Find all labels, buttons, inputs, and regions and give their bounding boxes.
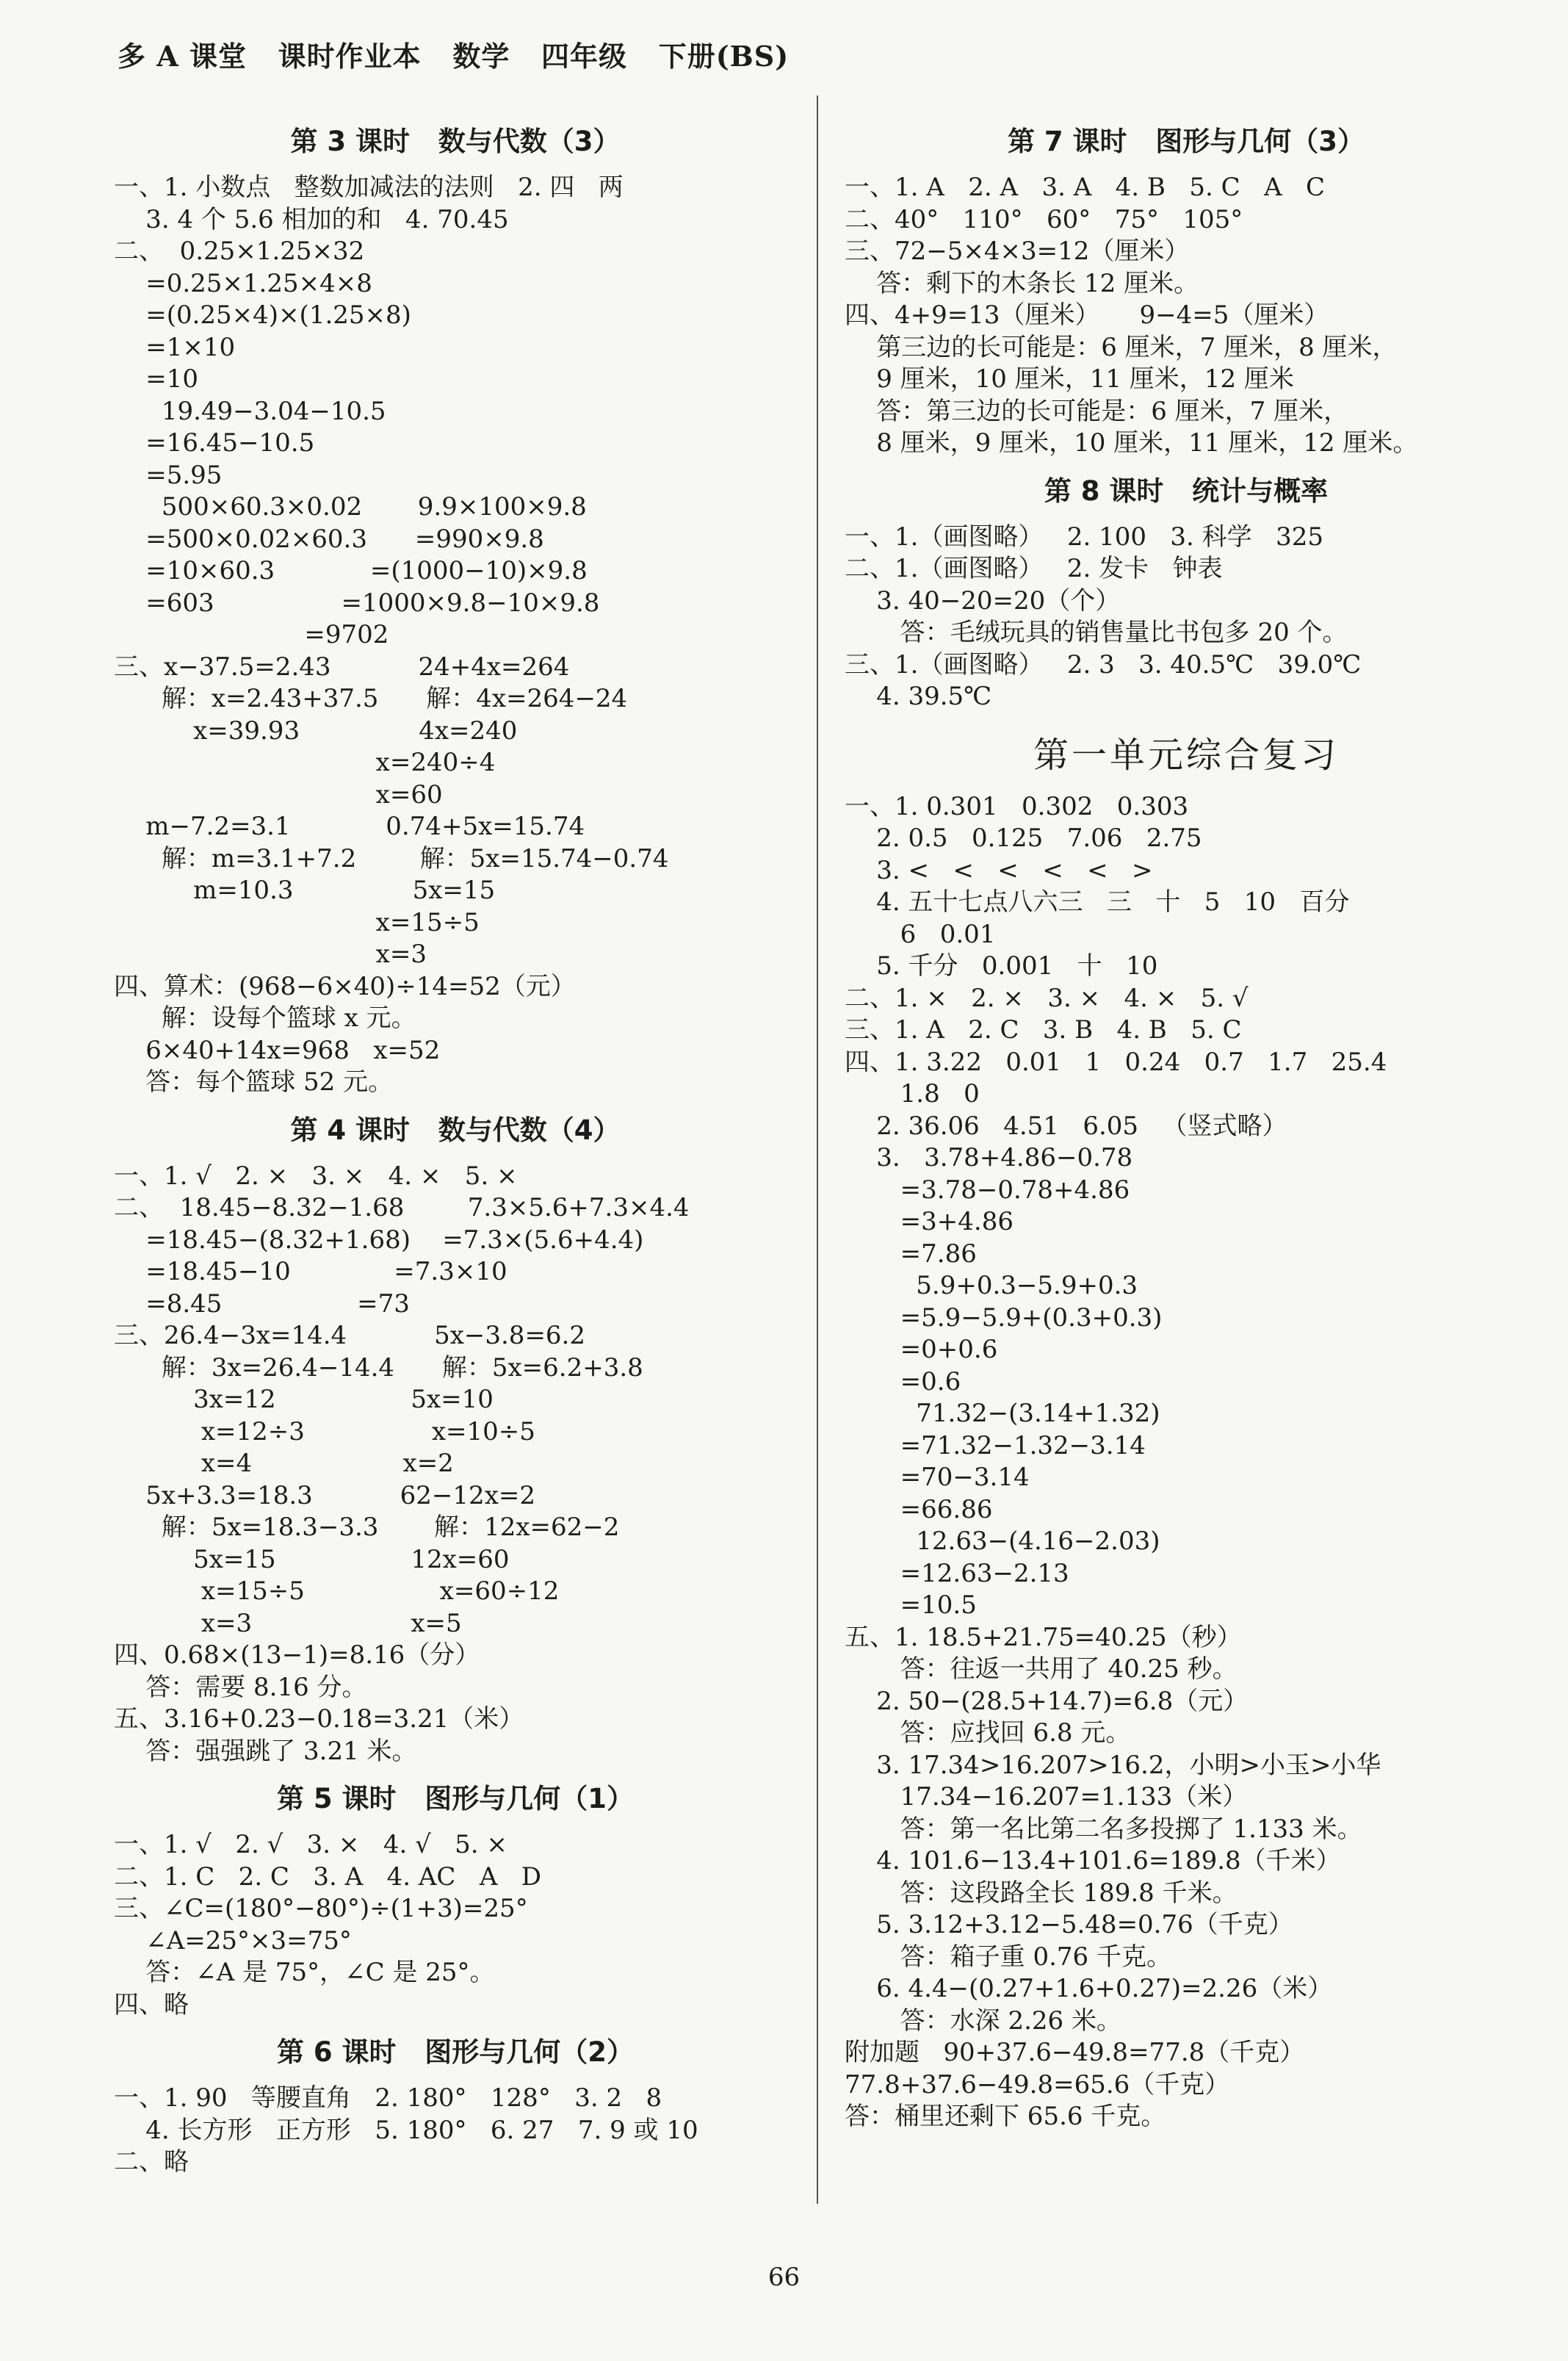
answer-line: x=3 x=5	[114, 1608, 462, 1638]
answer-line: =(0.25×4)×(1.25×8)	[114, 300, 411, 330]
answer-line: 1.8 0	[845, 1079, 980, 1109]
answer-line: ∠A=25°×3=75°	[114, 1925, 352, 1956]
answer-line: 一、1. A 2. A 3. A 4. B 5. C A C	[845, 173, 1326, 202]
answer-line: x=60	[114, 779, 443, 810]
answer-line: 四、略	[114, 1989, 189, 2019]
answer-line: 三、1. A 2. C 3. B 4. B 5. C	[845, 1015, 1242, 1045]
answer-line: x=3	[114, 940, 427, 969]
answer-line: 4. 五十七点八六三 三 十 5 10 百分	[845, 887, 1350, 917]
answer-line: 解：x=2.43+37.5 解：4x=264−24	[114, 684, 628, 713]
book-header: 多 A 课堂 课时作业本 数学 四年级 下册(BS)	[118, 40, 790, 73]
answer-line: 一、1. 0.301 0.302 0.303	[845, 791, 1189, 821]
answer-line: 二、40° 110° 60° 75° 105°	[845, 204, 1243, 234]
answer-line: 17.34−16.207=1.133（米）	[845, 1782, 1248, 1812]
answer-line: 二、略	[114, 2147, 189, 2177]
answer-line: =0.25×1.25×4×8	[114, 268, 372, 298]
answer-line: x=39.93 4x=240	[114, 715, 518, 746]
answer-line: =1×10	[114, 332, 236, 362]
section-title: 第 8 课时 统计与概率	[1044, 475, 1329, 507]
page-number: 66	[767, 2263, 801, 2292]
answer-line: 12.63−(4.16−2.03)	[845, 1526, 1160, 1556]
answer-line: 三、72−5×4×3=12（厘米）	[845, 237, 1190, 266]
answer-line: 第三边的长可能是：6 厘米，7 厘米，8 厘米，	[845, 332, 1398, 362]
answer-line: =5.9−5.9+(0.3+0.3)	[845, 1302, 1163, 1333]
answer-line: =18.45−(8.32+1.68) =7.3×(5.6+4.4)	[114, 1225, 644, 1255]
answer-line: 四、1. 3.22 0.01 1 0.24 0.7 1.7 25.4	[845, 1047, 1387, 1077]
section-title: 第 3 课时 数与代数（3）	[290, 126, 621, 157]
answer-line: x=15÷5	[114, 907, 480, 937]
answer-line: x=12÷3 x=10÷5	[114, 1416, 535, 1446]
answer-line: =12.63−2.13	[845, 1558, 1069, 1588]
answer-line: =71.32−1.32−3.14	[845, 1430, 1146, 1460]
answer-line: =3.78−0.78+4.86	[845, 1175, 1130, 1205]
answer-line: x=240÷4	[114, 748, 496, 777]
answer-line: 3. 17.34>16.207>16.2，小明>小玉>小华	[845, 1750, 1381, 1780]
answer-line: 答：应找回 6.8 元。	[845, 1718, 1131, 1748]
answer-line: 答：第三边的长可能是：6 厘米，7 厘米，	[845, 396, 1349, 426]
section-title: 第 5 课时 图形与几何（1）	[277, 1783, 634, 1814]
answer-line: =10	[114, 364, 198, 394]
answer-line: =500×0.02×60.3 =990×9.8	[114, 524, 544, 554]
answer-line: 19.49−3.04−10.5	[114, 396, 386, 426]
section-title: 第 4 课时 数与代数（4）	[290, 1114, 621, 1146]
section-title: 第 7 课时 图形与几何（3）	[1008, 126, 1365, 157]
answer-line: 五、3.16+0.23−0.18=3.21（米）	[114, 1704, 524, 1734]
answer-line: 4. 长方形 正方形 5. 180° 6. 27 7. 9 或 10	[114, 2115, 698, 2145]
right-column	[845, 110, 1528, 2133]
answer-line: 答：每个篮球 52 元。	[114, 1067, 394, 1097]
answer-line: 9 厘米，10 厘米，11 厘米，12 厘米	[845, 364, 1294, 394]
answer-line: 一、1. 小数点 整数加减法的法则 2. 四 两	[114, 173, 624, 202]
answer-line: 71.32−(3.14+1.32)	[845, 1399, 1160, 1428]
answer-line: 一、1. 90 等腰直角 2. 180° 128° 3. 2 8	[114, 2083, 662, 2113]
answer-line: 三、1.（画图略） 2. 3 3. 40.5℃ 39.0℃	[845, 649, 1362, 680]
answer-line: 6×40+14x=968 x=52	[114, 1035, 441, 1065]
answer-line: 附加题 90+37.6−49.8=77.8（千克）	[845, 2038, 1305, 2067]
answer-line: 一、1. √ 2. × 3. × 4. × 5. ×	[114, 1161, 518, 1191]
answer-line: 三、x−37.5=2.43 24+4x=264	[114, 652, 570, 682]
answer-line: 4. 39.5℃	[845, 682, 992, 711]
answer-line: 解：m=3.1+7.2 解：5x=15.74−0.74	[114, 843, 669, 873]
answer-line: m−7.2=3.1 0.74+5x=15.74	[114, 812, 585, 841]
section-title: 第 6 课时 图形与几何（2）	[277, 2036, 634, 2068]
answer-line: =18.45−10 =7.3×10	[114, 1257, 507, 1286]
answer-line: 8 厘米，9 厘米，10 厘米，11 厘米，12 厘米。	[845, 428, 1418, 458]
left-column	[114, 110, 797, 2179]
answer-line: 4. 101.6−13.4+101.6=189.8（千米）	[845, 1846, 1341, 1875]
answer-line: 答：毛绒玩具的销售量比书包多 20 个。	[845, 618, 1348, 647]
answer-line: 答：桶里还剩下 65.6 千克。	[845, 2102, 1166, 2131]
answer-line: 3. 40−20=20（个）	[845, 585, 1121, 616]
answer-line: 二、 18.45−8.32−1.68 7.3×5.6+7.3×4.4	[114, 1193, 690, 1222]
answer-line: =70−3.14	[845, 1463, 1030, 1492]
section-title: 第一单元综合复习	[1033, 734, 1339, 776]
answer-line: 2. 36.06 4.51 6.05 （竖式略）	[845, 1111, 1287, 1141]
answer-line: =0.6	[845, 1366, 961, 1396]
answer-line: 四、4+9=13（厘米） 9−4=5（厘米）	[845, 300, 1329, 330]
answer-line: =16.45−10.5	[114, 428, 315, 458]
answer-line: 二、1. C 2. C 3. A 4. AC A D	[114, 1861, 542, 1892]
answer-line: 二、 0.25×1.25×32	[114, 237, 365, 266]
answer-line: x=4 x=2	[114, 1449, 454, 1478]
answer-line: 5x+3.3=18.3 62−12x=2	[114, 1480, 535, 1510]
answer-line: 答：强强跳了 3.21 米。	[114, 1736, 417, 1766]
answer-line: 答：这段路全长 189.8 千米。	[845, 1878, 1238, 1908]
answer-line: =10.5	[845, 1590, 977, 1620]
answer-line: =7.86	[845, 1239, 977, 1269]
answer-line: x=15÷5 x=60÷12	[114, 1576, 560, 1606]
answer-line: 四、算术：(968−6×40)÷14=52（元）	[114, 971, 576, 1001]
answer-line: 一、1. √ 2. √ 3. × 4. √ 5. ×	[114, 1830, 507, 1859]
answer-line: 3. 4 个 5.6 相加的和 4. 70.45	[114, 204, 509, 234]
answer-line: =5.95	[114, 460, 223, 490]
answer-line: =0+0.6	[845, 1335, 998, 1364]
answer-line: 6. 4.4−(0.27+1.6+0.27)=2.26（米）	[845, 1974, 1333, 2003]
answer-line: m=10.3 5x=15	[114, 876, 496, 905]
answer-line: =603 =1000×9.8−10×9.8	[114, 588, 600, 618]
answer-line: 一、1.（画图略） 2. 100 3. 科学 325	[845, 522, 1323, 552]
answer-line: =8.45 =73	[114, 1288, 410, 1319]
answer-line: 答：往返一共用了 40.25 秒。	[845, 1654, 1238, 1684]
answer-line: 3. 3.78+4.86−0.78	[845, 1143, 1133, 1172]
answer-line: =66.86	[845, 1494, 993, 1524]
answer-line: 解：设每个篮球 x 元。	[114, 1003, 416, 1033]
answer-line: 答：水深 2.26 米。	[845, 2005, 1121, 2036]
answer-line: 500×60.3×0.02 9.9×100×9.8	[114, 492, 587, 522]
answer-line: 答：∠A 是 75°，∠C 是 25°。	[114, 1958, 495, 1987]
answer-line: 答：箱子重 0.76 千克。	[845, 1942, 1171, 1972]
answer-line: =10×60.3 =(1000−10)×9.8	[114, 556, 588, 585]
answer-line: 二、1.（画图略） 2. 发卡 钟表	[845, 554, 1223, 583]
answer-line: 5. 3.12+3.12−5.48=0.76（千克）	[845, 1910, 1293, 1939]
answer-line: 2. 50−(28.5+14.7)=6.8（元）	[845, 1686, 1249, 1716]
answer-line: 五、1. 18.5+21.75=40.25（秒）	[845, 1622, 1242, 1652]
answer-line: 3x=12 5x=10	[114, 1385, 494, 1414]
answer-line: 6 0.01	[845, 919, 996, 949]
answer-line: =9702	[114, 620, 389, 649]
answer-line: 77.8+37.6−49.8=65.6（千克）	[845, 2069, 1230, 2099]
answer-line: =3+4.86	[845, 1207, 1014, 1236]
answer-line: 解：5x=18.3−3.3 解：12x=62−2	[114, 1513, 620, 1542]
answer-line: 答：需要 8.16 分。	[114, 1672, 367, 1702]
answer-line: 答：剩下的木条长 12 厘米。	[845, 268, 1199, 298]
answer-line: 解：3x=26.4−14.4 解：5x=6.2+3.8	[114, 1352, 643, 1383]
answer-line: 2. 0.5 0.125 7.06 2.75	[845, 823, 1202, 853]
answer-line: 5. 千分 0.001 十 10	[845, 951, 1158, 981]
answer-line: 三、26.4−3x=14.4 5x−3.8=6.2	[114, 1321, 585, 1350]
answer-line: 二、1. × 2. × 3. × 4. × 5. √	[845, 983, 1249, 1013]
answer-line: 答：第一名比第二名多投掷了 1.133 米。	[845, 1814, 1362, 1844]
answer-line: 5x=15 12x=60	[114, 1544, 510, 1574]
column-divider	[817, 95, 818, 2204]
answer-line: 3. < < < < < >	[845, 855, 1153, 885]
answer-line: 三、∠C=(180°−80°)÷(1+3)=25°	[114, 1894, 528, 1923]
answer-line: 5.9+0.3−5.9+0.3	[845, 1271, 1138, 1300]
answer-line: 四、0.68×(13−1)=8.16（分）	[114, 1640, 480, 1670]
